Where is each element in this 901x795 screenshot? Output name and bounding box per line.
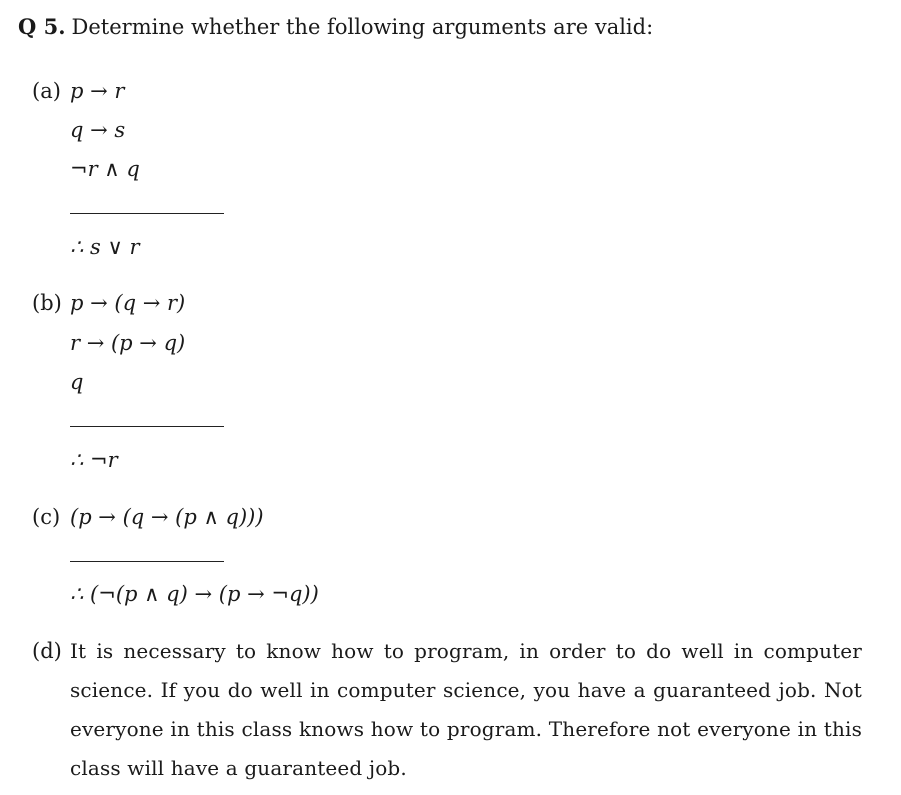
part-a-label: (a): [32, 79, 61, 103]
part-c-premise-1: (p → (q → (p ∧ q))): [70, 505, 264, 529]
part-a-premise-3: ¬r ∧ q: [70, 157, 140, 181]
part-b-label: (b): [32, 291, 62, 315]
part-b-conclusion: ∴ ¬r: [70, 448, 118, 472]
part-c-label: (c): [32, 505, 61, 529]
question-heading: [18, 14, 653, 39]
part-b-premise-1: p → (q → r): [70, 291, 186, 315]
part-a-inference-line: [70, 213, 224, 214]
part-a-conclusion: ∴ s ∨ r: [70, 235, 140, 259]
part-d-label: (d): [32, 639, 62, 663]
question-prompt: Determine whether the following arguments are valid:: [71, 15, 654, 39]
part-b-inference-line: [70, 426, 224, 427]
part-c-conclusion: ∴ (¬(p ∧ q) → (p → ¬q)): [70, 582, 319, 606]
part-a-premise-1: p → r: [70, 79, 125, 103]
part-b-premise-2: r → (p → q): [70, 331, 186, 355]
part-a-premise-2: q → s: [70, 118, 126, 142]
question-number: Q 5.: [18, 14, 66, 39]
part-b-premise-3: q: [70, 370, 84, 394]
part-d-text: It is necessary to know how to program, in order to do well in computer science. If you do well in computer science, you have a guaranteed job. Not everyone in this class knows how to program. Therefore not everyone in this class will have a guaranteed job.: [70, 639, 862, 780]
part-c-inference-line: [70, 561, 224, 562]
